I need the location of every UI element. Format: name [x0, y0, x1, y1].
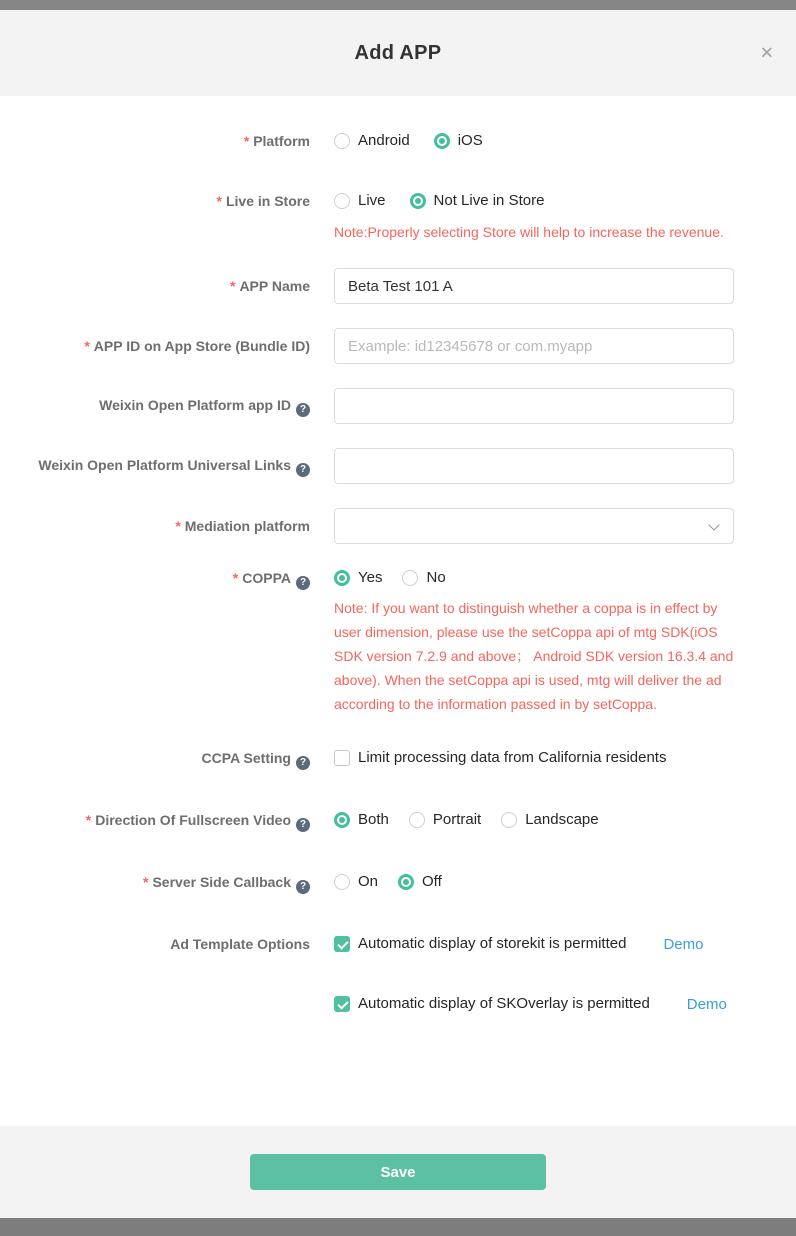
required-asterisk: *	[84, 338, 90, 354]
form-row-direction	[0, 810, 796, 832]
server-callback-off-radio[interactable]	[398, 872, 442, 892]
platform-label-text: Platform	[253, 133, 310, 149]
radio-unchecked-icon[interactable]	[334, 874, 350, 890]
weixin-app-id-label	[0, 395, 310, 417]
radio-checked-icon[interactable]	[398, 874, 414, 890]
ccpa-label-text: CCPA Setting	[201, 750, 291, 766]
live-in-store-label-text: Live in Store	[225, 193, 310, 209]
help-icon[interactable]: ?	[296, 576, 310, 590]
help-icon[interactable]: ?	[296, 756, 310, 770]
help-icon[interactable]: ?	[296, 463, 310, 477]
ad-template-options-label	[0, 934, 310, 954]
required-asterisk: *	[175, 518, 181, 534]
storekit-checkbox-label: Automatic display of storekit is permitted	[358, 935, 627, 952]
checkbox-checked-icon[interactable]	[334, 936, 350, 952]
form-row-weixin-app-id	[0, 388, 796, 424]
form-row-weixin-universal-links	[0, 448, 796, 484]
skoverlay-checkbox-option[interactable]	[334, 994, 650, 1014]
checkbox-unchecked-icon[interactable]	[334, 750, 350, 766]
form-row-coppa	[0, 568, 796, 716]
live-in-store-label	[0, 191, 310, 211]
form-row-platform	[0, 131, 796, 151]
direction-portrait-label: Portrait	[432, 811, 482, 828]
radio-unchecked-icon[interactable]	[334, 193, 350, 209]
save-button[interactable]: Save	[250, 1154, 546, 1190]
radio-checked-icon[interactable]	[334, 570, 350, 586]
form-row-app-name	[0, 268, 796, 304]
platform-android-label: Android	[358, 132, 410, 149]
radio-checked-icon[interactable]	[334, 812, 350, 828]
platform-label	[0, 131, 310, 151]
direction-both-radio[interactable]	[334, 810, 389, 830]
help-icon[interactable]: ?	[296, 880, 310, 894]
coppa-no-label: No	[426, 569, 446, 586]
help-icon[interactable]: ?	[296, 403, 310, 417]
live-in-store-note: Note:Properly selecting Store will help to increase the revenue.	[334, 224, 724, 240]
platform-android-radio[interactable]	[334, 131, 410, 151]
server-callback-off-label: Off	[422, 873, 442, 890]
ccpa-checkbox-option[interactable]	[334, 748, 666, 768]
form-row-ad-template-options	[0, 934, 796, 1014]
mediation-platform-label	[0, 516, 310, 536]
live-radio[interactable]	[334, 191, 386, 211]
storekit-checkbox-option[interactable]	[334, 934, 626, 954]
direction-both-label: Both	[358, 811, 389, 828]
weixin-universal-links-label-text: Weixin Open Platform Universal Links	[38, 457, 291, 473]
coppa-label-text: COPPA	[242, 570, 291, 586]
app-id-input[interactable]	[334, 328, 734, 364]
coppa-label	[0, 568, 310, 590]
form-row-app-id	[0, 328, 796, 364]
coppa-no-radio[interactable]	[402, 568, 445, 588]
page-background-top-bar	[0, 0, 796, 10]
mediation-platform-label-text: Mediation platform	[184, 518, 310, 534]
app-name-label-text: APP Name	[239, 278, 310, 294]
required-asterisk: *	[229, 278, 236, 294]
skoverlay-demo-link[interactable]: Demo	[686, 995, 727, 1013]
server-callback-on-radio[interactable]	[334, 872, 378, 892]
live-label: Live	[358, 192, 386, 209]
app-id-label-text: APP ID on App Store (Bundle ID)	[93, 338, 310, 354]
checkbox-checked-icon[interactable]	[334, 996, 350, 1012]
page-background-bottom-bar	[0, 1218, 796, 1236]
radio-unchecked-icon[interactable]	[409, 812, 425, 828]
weixin-universal-links-label	[0, 455, 310, 477]
radio-checked-icon[interactable]	[410, 193, 426, 209]
page-title: Add APP	[354, 41, 442, 64]
add-app-modal	[0, 10, 796, 1218]
server-callback-on-label: On	[358, 873, 379, 890]
form-row-live-in-store	[0, 191, 796, 244]
server-callback-label	[0, 872, 310, 894]
weixin-app-id-label-text: Weixin Open Platform app ID	[99, 397, 291, 413]
app-name-label	[0, 276, 310, 296]
required-asterisk: *	[85, 812, 92, 828]
help-icon[interactable]: ?	[296, 818, 310, 832]
ad-template-options-label-text: Ad Template Options	[170, 936, 310, 952]
direction-portrait-radio[interactable]	[409, 810, 481, 830]
direction-landscape-label: Landscape	[525, 811, 599, 828]
coppa-yes-radio[interactable]	[334, 568, 382, 588]
storekit-demo-link[interactable]: Demo	[663, 935, 704, 953]
coppa-yes-label: Yes	[358, 569, 383, 586]
radio-unchecked-icon[interactable]	[402, 570, 418, 586]
modal-header	[0, 10, 796, 96]
chevron-down-icon	[708, 519, 719, 530]
required-asterisk: *	[232, 570, 239, 586]
ccpa-checkbox-label: Limit processing data from California residents	[358, 749, 667, 766]
weixin-app-id-input[interactable]	[334, 388, 734, 424]
server-callback-label-text: Server Side Callback	[152, 874, 291, 890]
direction-label	[0, 810, 310, 832]
radio-checked-icon[interactable]	[434, 133, 450, 149]
not-live-label: Not Live in Store	[433, 192, 545, 209]
form-row-mediation-platform	[0, 508, 796, 544]
radio-unchecked-icon[interactable]	[501, 812, 517, 828]
direction-landscape-radio[interactable]	[501, 810, 598, 830]
platform-ios-radio[interactable]	[434, 131, 483, 151]
radio-unchecked-icon[interactable]	[334, 133, 350, 149]
platform-ios-label: iOS	[457, 132, 483, 149]
required-asterisk: *	[216, 193, 222, 209]
ccpa-label	[0, 748, 310, 770]
add-app-form	[0, 96, 796, 1126]
required-asterisk: *	[243, 133, 250, 149]
required-asterisk: *	[143, 874, 149, 890]
not-live-radio[interactable]	[410, 191, 545, 211]
skoverlay-checkbox-label: Automatic display of SKOverlay is permitted	[358, 995, 650, 1012]
app-id-label	[0, 336, 310, 356]
modal-footer	[0, 1126, 796, 1218]
mediation-platform-select[interactable]	[334, 508, 734, 544]
form-row-server-callback	[0, 872, 796, 894]
app-name-input[interactable]	[334, 268, 734, 304]
form-row-ccpa	[0, 748, 796, 770]
direction-label-text: Direction Of Fullscreen Video	[95, 812, 291, 828]
weixin-universal-links-input[interactable]	[334, 448, 734, 484]
coppa-note: Note: If you want to distinguish whether a coppa is in effect by user dimension, please use the setCoppa api of mtg SDK(iOS SDK version 7.2.9 and above； Android SDK version 16.3.4 and above). When the setCoppa api is used, mtg will deliver the ad according to the information passed in by setCoppa.	[334, 600, 734, 712]
close-icon[interactable]: ✕	[759, 43, 774, 63]
